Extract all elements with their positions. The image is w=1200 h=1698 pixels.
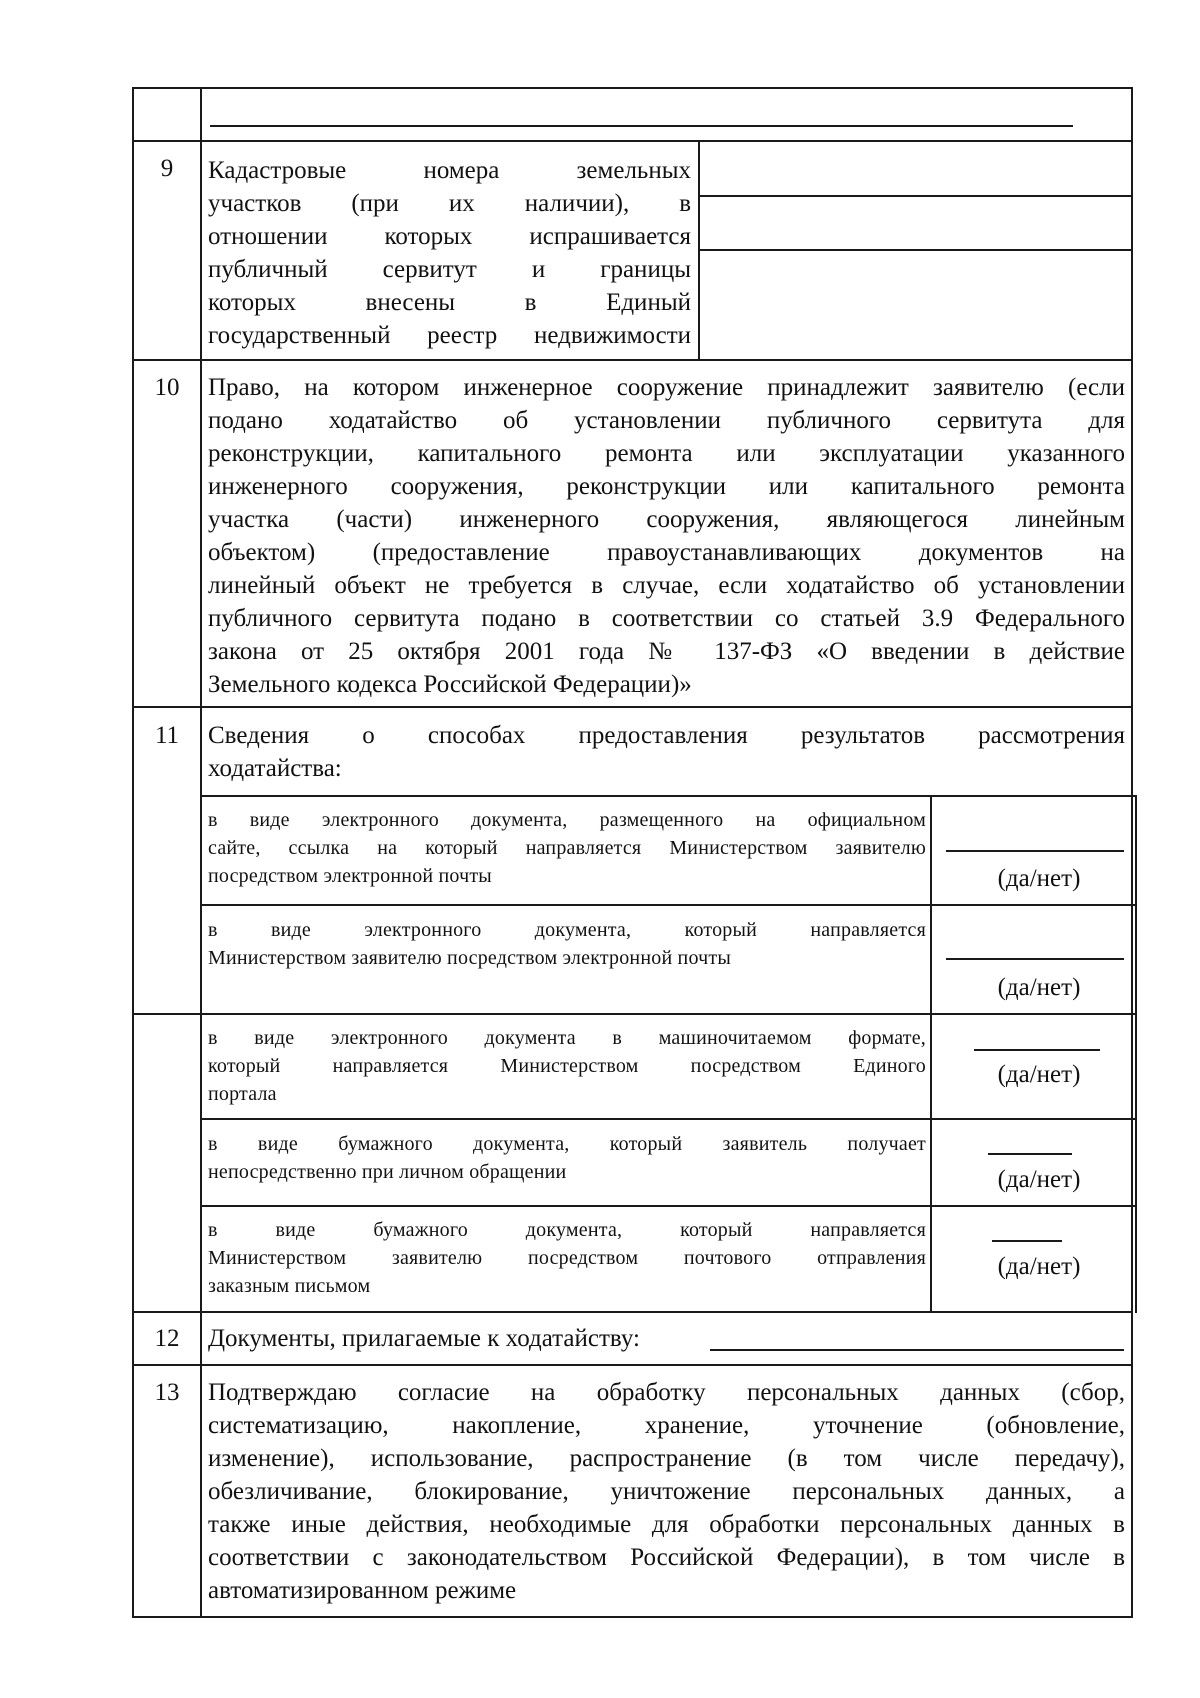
options-answer-divider [930,795,932,1313]
row10-line: линейный объект не требуется в случае, если ходатайство об установлении [208,572,1125,599]
attached-documents-label: Документы, прилагаемые к ходатайству: [208,1325,640,1352]
yes-no-label: (да/нет) [997,1253,1081,1280]
row10-line: Земельного кодекса Российской Федерации)» [208,671,692,698]
yes-no-label: (да/нет) [997,865,1081,892]
cadastral-number-field-3[interactable] [702,251,1129,358]
consent-line: изменение), использование, распространение (в том числе передачу), [208,1445,1125,1472]
row9-line: Кадастровые номера земельных [208,157,691,184]
row-divider [132,1364,1133,1366]
row-divider [132,359,1133,361]
consent-line: также иные действия, необходимые для обработки персональных данных в [208,1511,1125,1538]
yes-no-label: (да/нет) [997,1061,1081,1088]
option-line: Министерством заявителю посредством электронной почты [208,947,731,969]
option-line: в виде электронного документа, размещенного на официальном [208,809,926,831]
row10-line: реконструкции, капитального ремонта или эксплуатации указанного [208,440,1125,467]
option-line: в виде бумажного документа, который направляется [208,1219,926,1241]
row10-line: публичного сервитута подано в соответствии со статьей 3.9 Федерального [208,605,1125,632]
cadastral-number-field-2[interactable] [702,197,1129,248]
row10-text [208,371,1125,701]
row10-line: подано ходатайство об установлении публичного сервитута для [208,407,1125,434]
attached-documents-line[interactable] [710,1349,1124,1351]
row-number: 10 [154,374,180,401]
table-border-bottom [132,1616,1133,1618]
options-divider [200,795,1137,797]
option-line: в виде электронного документа в машиночитаемом формате, [208,1027,926,1049]
option-answer-line[interactable] [974,1049,1100,1051]
row10-line: участка (части) инженерного сооружения, являющегося линейным [208,506,1125,533]
row9-line: публичный сервитут и границы [208,256,691,283]
option-line: непосредственно при личном обращении [208,1161,567,1183]
row-number: 11 [154,722,180,749]
options-divider [200,904,1137,906]
option-line: в виде электронного документа, который направляется [208,919,926,941]
option-line: Министерством заявителю посредством почтового отправления [208,1247,926,1269]
row-divider [132,1311,1133,1313]
option-answer-line[interactable] [946,850,1124,852]
row-number: 13 [154,1379,180,1406]
row10-line: объектом) (предоставление правоустанавливающих документов на [208,539,1125,566]
consent-line: Подтверждаю согласие на обработку персональных данных (сбор, [208,1379,1125,1406]
option-paper-registered-mail [208,1216,926,1300]
option-line: в виде бумажного документа, который заявитель получает [208,1133,926,1155]
option-answer-line[interactable] [988,1153,1072,1155]
option-line: портала [208,1083,277,1105]
row9-line: которых внесены в Единый [208,289,691,316]
consent-line: обезличивание, блокирование, уничтожение персональных данных, а [208,1478,1125,1505]
row9-text [208,154,691,352]
row9-line: государственный реестр недвижимости [208,322,691,349]
consent-line: систематизацию, накопление, хранение, уточнение (обновление, [208,1412,1125,1439]
row11-line: ходатайства: [208,755,342,782]
consent-text [208,1376,1125,1607]
options-divider [200,1205,1137,1207]
table-border-top [132,87,1133,89]
row-divider [132,706,1133,708]
option-electronic-site-link [208,806,926,890]
row10-line: закона от 25 октября 2001 года № 137-ФЗ «О введении в действие [208,638,1125,665]
yes-no-label: (да/нет) [997,1166,1081,1193]
option-machine-readable-portal [208,1024,926,1108]
option-answer-line[interactable] [992,1240,1062,1242]
cadastral-number-field-1[interactable] [702,142,1129,194]
option-line: сайте, ссылка на который направляется Министерством заявителю [208,837,926,859]
row-number: 12 [154,1325,180,1352]
table-border-right [1131,87,1133,1618]
row-divider [132,1013,200,1015]
row-number: 9 [160,155,174,182]
option-paper-in-person [208,1130,926,1186]
option-electronic-email [208,916,926,972]
option-answer-line[interactable] [946,958,1124,960]
row9-line: отношении которых испрашивается [208,223,691,250]
options-divider [200,1118,1137,1120]
options-divider [200,1013,1137,1015]
yes-no-label: (да/нет) [997,974,1081,1001]
row8-blank-line[interactable] [210,125,1073,127]
row9-line: участков (при их наличии), в [208,190,691,217]
option-line: посредством электронной почты [208,865,492,887]
consent-line: автоматизированном режиме [208,1577,517,1604]
row11-line: Сведения о способах предоставления результатов рассмотрения [208,722,1125,749]
option-line: заказным письмом [208,1275,371,1297]
consent-line: соответствии с законодательством Российской Федерации), в том числе в [208,1544,1125,1571]
row10-line: инженерного сооружения, реконструкции или капитального ремонта [208,473,1125,500]
row11-text [208,719,1125,785]
option-line: который направляется Министерством посредством Единого [208,1055,926,1077]
row10-line: Право, на котором инженерное сооружение принадлежит заявителю (если [208,374,1125,401]
